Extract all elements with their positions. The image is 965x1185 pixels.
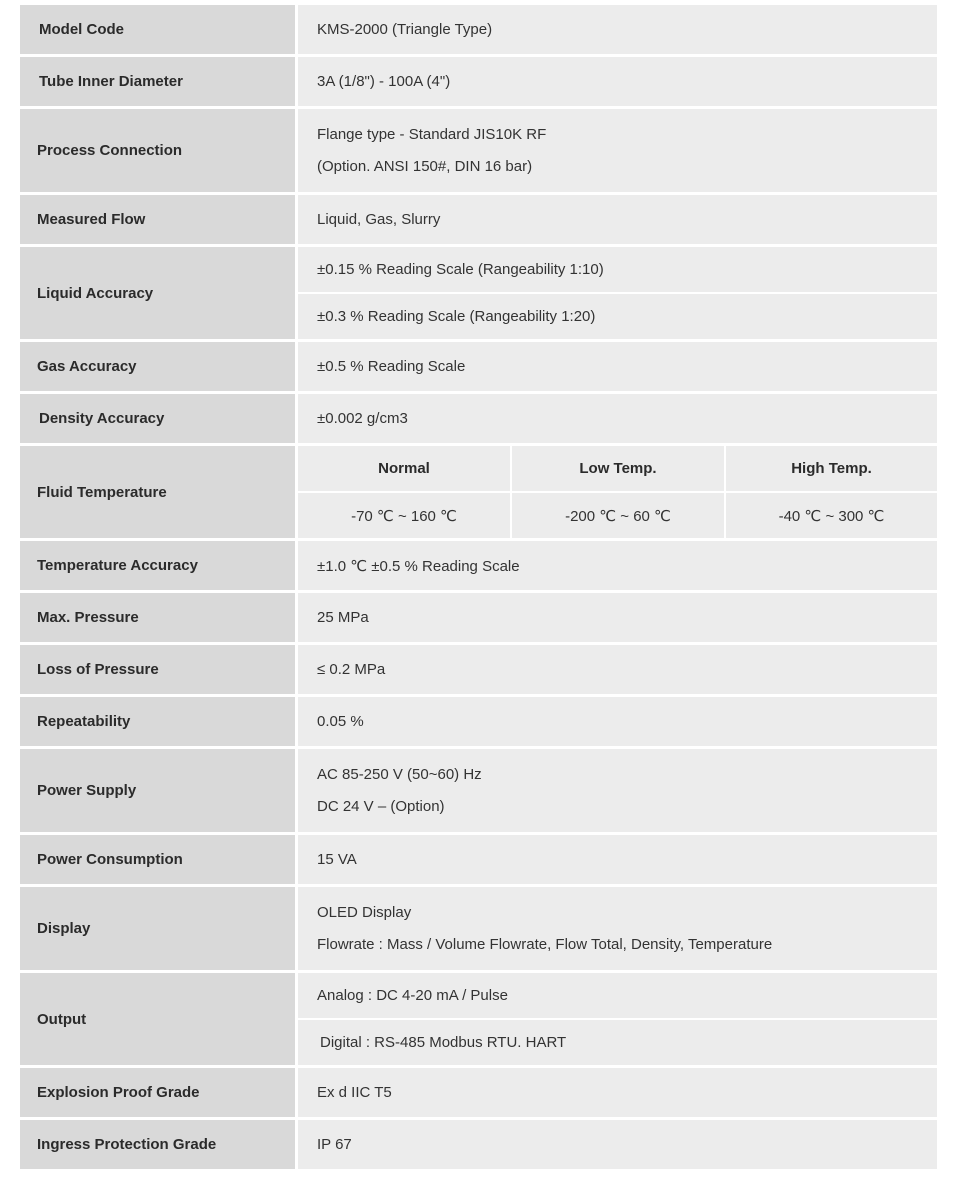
spec-label: Max. Pressure [20,593,295,642]
spec-row-temperature-accuracy [20,541,937,590]
spec-value [298,749,937,832]
spec-value-line: AC 85-250 V (50~60) Hz [317,766,482,783]
spec-row-loss-of-pressure [20,645,937,694]
spec-label: Power Consumption [20,835,295,884]
spec-value-cell: Analog : DC 4-20 mA / Pulse [298,973,937,1018]
spec-value-line: DC 24 V – (Option) [317,798,445,815]
spec-row-model-code [20,5,937,54]
temperature-header-low: Low Temp. [512,446,724,491]
temperature-value-high: -40 ℃ ~ 300 ℃ [726,493,937,538]
spec-value-cell: ±0.15 % Reading Scale (Rangeability 1:10) [298,247,937,292]
spec-value [298,887,937,970]
spec-label: Temperature Accuracy [20,541,295,590]
spec-row-display [20,887,937,970]
spec-value: 15 VA [298,835,937,884]
spec-value: IP 67 [298,1120,937,1169]
temperature-header-normal: Normal [298,446,510,491]
spec-label: Tube Inner Diameter [20,57,295,106]
spec-row-ingress-protection-grade [20,1120,937,1169]
temperature-header-high: High Temp. [726,446,937,491]
spec-value [298,247,937,339]
spec-value-line: Flowrate : Mass / Volume Flowrate, Flow Total, Density, Temperature [317,936,773,953]
spec-label: Display [20,887,295,970]
spec-label: Gas Accuracy [20,342,295,391]
spec-row-liquid-accuracy [20,247,937,339]
spec-row-power-consumption [20,835,937,884]
spec-value-cell: ±0.3 % Reading Scale (Rangeability 1:20) [298,294,937,339]
temperature-grid-values [298,493,937,538]
spec-value: Ex d IIC T5 [298,1068,937,1117]
spec-value: ±1.0 ℃ ±0.5 % Reading Scale [298,541,937,590]
spec-value [298,973,937,1065]
spec-value-cell: Digital : RS-485 Modbus RTU. HART [298,1020,937,1065]
spec-row-fluid-temperature [20,446,937,538]
spec-row-max-pressure [20,593,937,642]
spec-row-explosion-proof-grade [20,1068,937,1117]
spec-value: Liquid, Gas, Slurry [298,195,937,244]
spec-value-line: OLED Display [317,904,412,921]
spec-table [20,5,937,1172]
temperature-value-normal: -70 ℃ ~ 160 ℃ [298,493,510,538]
spec-row-measured-flow [20,195,937,244]
spec-value: ±0.002 g/cm3 [298,394,937,443]
spec-row-repeatability [20,697,937,746]
temperature-grid-header [298,446,937,491]
spec-value: 3A (1/8") - 100A (4") [298,57,937,106]
spec-row-density-accuracy [20,394,937,443]
spec-row-gas-accuracy [20,342,937,391]
spec-value: ≤ 0.2 MPa [298,645,937,694]
spec-label: Liquid Accuracy [20,247,295,339]
spec-label: Measured Flow [20,195,295,244]
spec-value-line: Flange type - Standard JIS10K RF [317,126,547,143]
spec-label: Density Accuracy [20,394,295,443]
temperature-value-low: -200 ℃ ~ 60 ℃ [512,493,724,538]
spec-value-line: (Option. ANSI 150#, DIN 16 bar) [317,158,533,175]
spec-value: 0.05 % [298,697,937,746]
spec-label: Repeatability [20,697,295,746]
spec-value: KMS-2000 (Triangle Type) [298,5,937,54]
spec-row-process-connection [20,109,937,192]
spec-label: Model Code [20,5,295,54]
spec-row-tube-inner-diameter [20,57,937,106]
spec-label: Ingress Protection Grade [20,1120,295,1169]
spec-label: Power Supply [20,749,295,832]
spec-label: Output [20,973,295,1065]
spec-label: Loss of Pressure [20,645,295,694]
spec-row-power-supply [20,749,937,832]
spec-row-output [20,973,937,1065]
spec-value [298,109,937,192]
spec-value: 25 MPa [298,593,937,642]
spec-label: Fluid Temperature [20,446,295,538]
temperature-grid [298,446,937,538]
spec-label: Process Connection [20,109,295,192]
spec-label: Explosion Proof Grade [20,1068,295,1117]
spec-value: ±0.5 % Reading Scale [298,342,937,391]
